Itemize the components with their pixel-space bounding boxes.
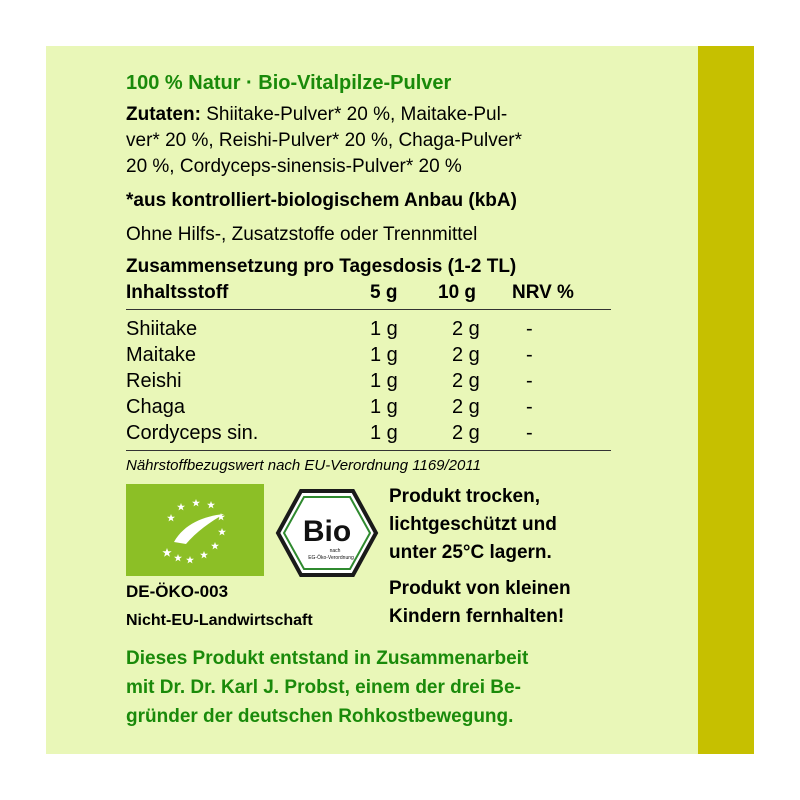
- cell-10g: 2 g: [452, 422, 480, 444]
- ingredients-line-2: ver* 20 %, Reishi-Pulver* 20 %, Chaga-Pulver*: [126, 130, 523, 151]
- cell-nrv: -: [526, 344, 533, 366]
- bio-logo-sub-1: nach: [329, 548, 341, 554]
- cell-5g: 1 g: [370, 396, 398, 418]
- cell-5g: 1 g: [370, 318, 398, 340]
- header-5g: 5 g: [370, 282, 398, 303]
- collaboration-line-1: Dieses Produkt entstand in Zusammenarbeit: [126, 648, 529, 669]
- storage-line-2: lichtgeschützt und: [389, 514, 557, 535]
- table-row: [126, 344, 626, 370]
- table-divider: [126, 309, 611, 310]
- storage-line-1: Produkt trocken,: [389, 486, 540, 507]
- cell-nrv: -: [526, 422, 533, 444]
- cell-nrv: -: [526, 318, 533, 340]
- cell-name: Shiitake: [126, 318, 198, 340]
- cell-name: Reishi: [126, 370, 182, 392]
- ingredients-line-1: [126, 104, 507, 126]
- bio-logo-text: Bio: [302, 515, 352, 548]
- table-row: [126, 318, 626, 344]
- nrv-footnote: Nährstoffbezugswert nach EU-Verordnung 1169/2011: [126, 457, 481, 474]
- children-warning-2: Kindern fernhalten!: [389, 606, 565, 627]
- table-header: [126, 282, 626, 308]
- cell-10g: 2 g: [452, 396, 480, 418]
- table-row: [126, 370, 626, 396]
- cell-name: Maitake: [126, 344, 197, 366]
- side-stripe: [698, 46, 754, 754]
- storage-line-3: unter 25°C lagern.: [389, 542, 552, 563]
- eu-leaf-stars-icon: [126, 484, 264, 576]
- cell-10g: 2 g: [452, 318, 480, 340]
- organic-note: *aus kontrolliert-biologischem Anbau (kbA): [126, 190, 517, 211]
- table-row: [126, 396, 626, 422]
- cell-5g: 1 g: [370, 422, 398, 444]
- eu-organic-logo: [126, 484, 264, 576]
- cell-nrv: -: [526, 370, 533, 392]
- cell-name: Cordyceps sin.: [126, 422, 259, 444]
- table-bottom-rule: [126, 450, 611, 451]
- ingredients-label: Zutaten:: [126, 104, 201, 125]
- cell-5g: 1 g: [370, 344, 398, 366]
- bio-logo-sub-2: EG-Öko-Verordnung: [308, 555, 354, 561]
- bio-hexagon-icon: [275, 488, 379, 578]
- additives-note: Ohne Hilfs-, Zusatzstoffe oder Trennmittel: [126, 224, 478, 245]
- header-ingredient: Inhaltsstoff: [126, 282, 229, 303]
- cell-10g: 2 g: [452, 370, 480, 392]
- ingredients-line-3: 20 %, Cordyceps-sinensis-Pulver* 20 %: [126, 156, 462, 177]
- header-10g: 10 g: [438, 282, 477, 303]
- cell-name: Chaga: [126, 396, 185, 418]
- bio-seal-logo: [275, 488, 379, 578]
- cell-nrv: -: [526, 396, 533, 418]
- collaboration-line-2: mit Dr. Dr. Karl J. Probst, einem der drei Be-: [126, 677, 521, 698]
- table-title: Zusammensetzung pro Tagesdosis (1-2 TL): [126, 256, 517, 277]
- ingredients-text-1: Shiitake-Pulver* 20 %, Maitake-Pul-: [200, 104, 508, 125]
- header-nrv: NRV %: [512, 282, 574, 303]
- cell-10g: 2 g: [452, 344, 480, 366]
- table-row: [126, 422, 626, 448]
- origin-note: Nicht-EU-Landwirtschaft: [126, 612, 313, 629]
- collaboration-line-3: gründer der deutschen Rohkostbewegung.: [126, 706, 514, 727]
- product-title: 100 % Natur · Bio-Vitalpilze-Pulver: [126, 72, 452, 94]
- children-warning-1: Produkt von kleinen: [389, 578, 571, 599]
- eco-control-code: DE-ÖKO-003: [126, 582, 229, 601]
- cell-5g: 1 g: [370, 370, 398, 392]
